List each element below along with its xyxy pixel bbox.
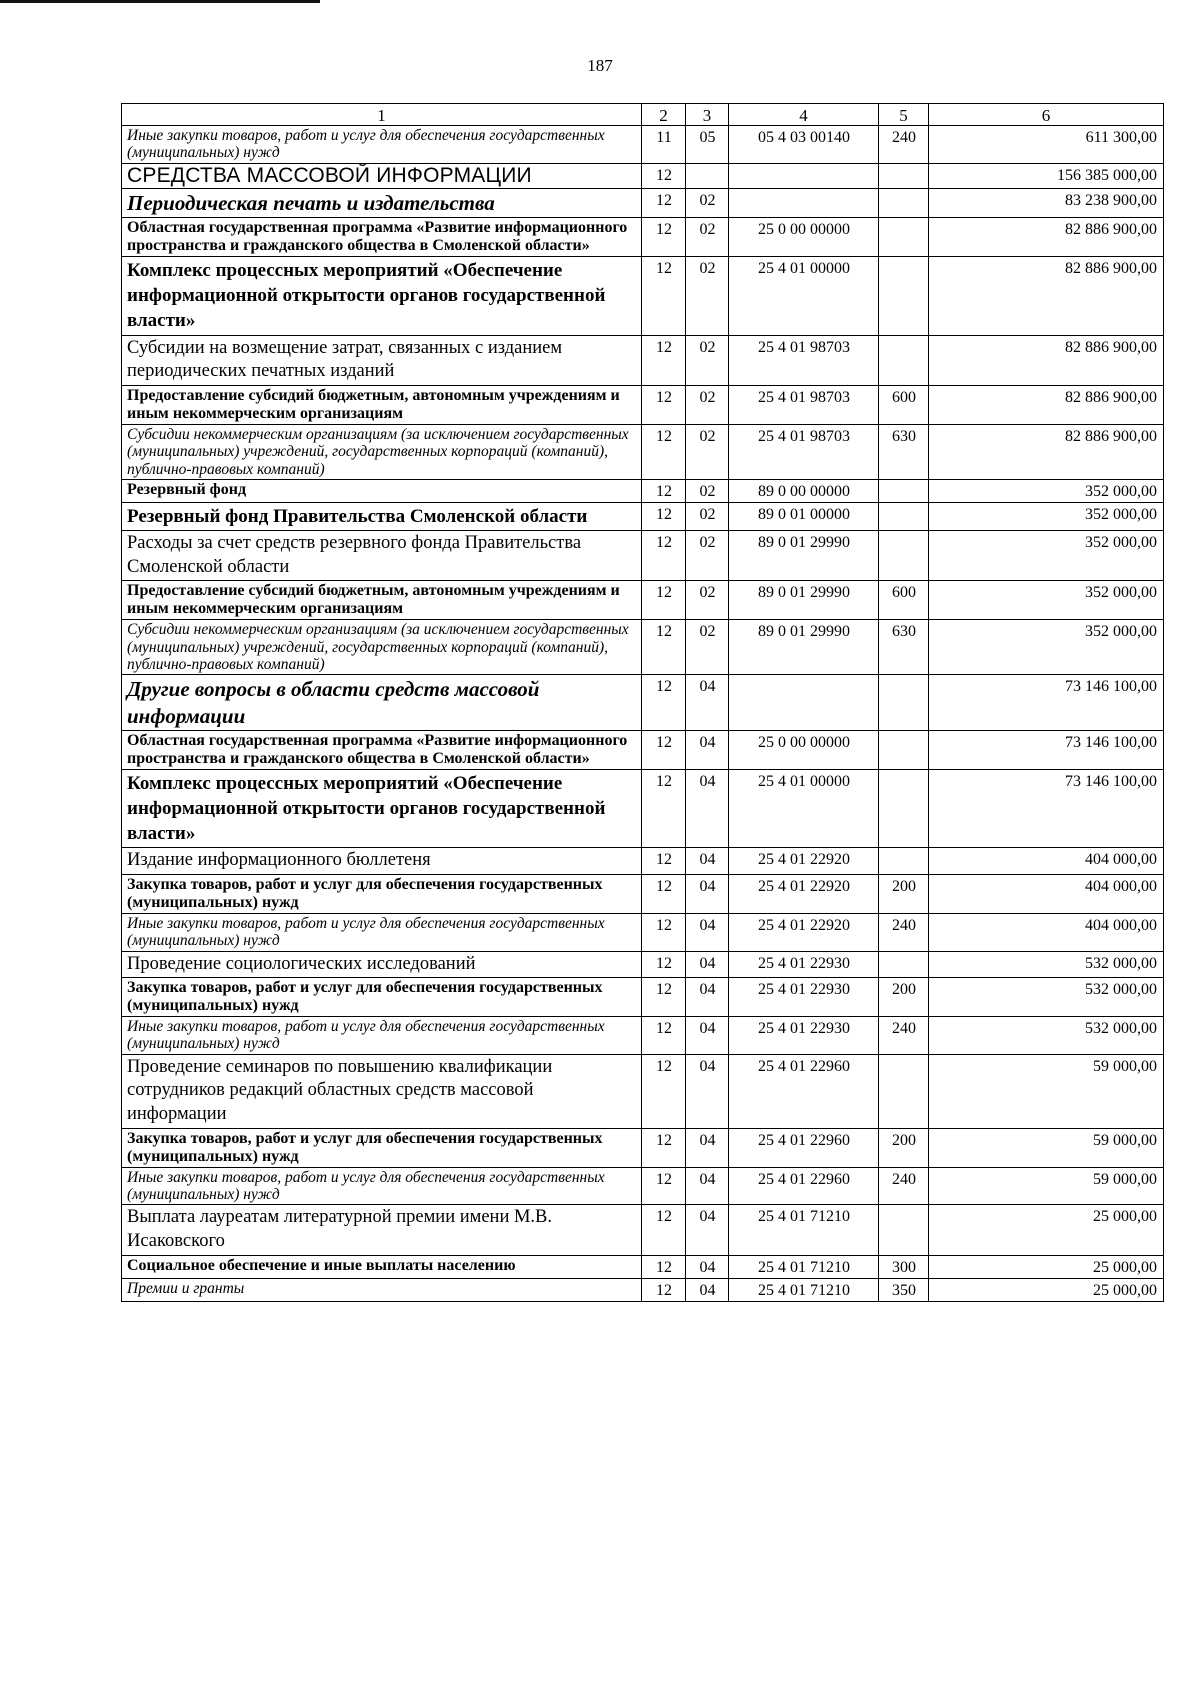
row-expense-type-cell: 630 xyxy=(879,424,929,479)
row-subsection-cell: 02 xyxy=(686,256,729,335)
row-amount-cell: 59 000,00 xyxy=(929,1128,1164,1167)
table-row xyxy=(122,730,1164,769)
row-subsection-cell: 02 xyxy=(686,218,729,257)
row-subsection-cell: 02 xyxy=(686,620,729,675)
row-amount-cell: 25 000,00 xyxy=(929,1255,1164,1278)
row-target-code-cell: 25 4 01 22920 xyxy=(729,848,879,875)
row-subsection-cell: 02 xyxy=(686,479,729,502)
budget-table xyxy=(121,103,1164,1302)
row-section-cell: 12 xyxy=(642,951,686,978)
row-expense-type-cell xyxy=(879,479,929,502)
row-expense-type-cell: 600 xyxy=(879,386,929,425)
row-section-cell: 12 xyxy=(642,848,686,875)
row-section-cell: 12 xyxy=(642,913,686,951)
row-expense-type-cell xyxy=(879,531,929,581)
row-name-cell: Проведение семинаров по повышению квалификации сотрудников редакций областных средств массовой информации xyxy=(122,1054,642,1128)
row-subsection-cell: 04 xyxy=(686,1017,729,1055)
row-name-cell: Предоставление субсидий бюджетным, автономным учреждениям и иным некоммерческим организациям xyxy=(122,386,642,425)
row-expense-type-cell xyxy=(879,335,929,385)
row-section-cell: 12 xyxy=(642,1128,686,1167)
row-name-cell: Премии и гранты xyxy=(122,1278,642,1301)
row-expense-type-cell xyxy=(879,163,929,188)
row-name-cell: Другие вопросы в области средств массовой информации xyxy=(122,675,642,731)
row-expense-type-cell: 600 xyxy=(879,581,929,620)
row-subsection-cell: 02 xyxy=(686,531,729,581)
row-amount-cell: 611 300,00 xyxy=(929,126,1164,164)
row-subsection-cell: 04 xyxy=(686,1167,729,1205)
row-name-cell: Предоставление субсидий бюджетным, автономным учреждениям и иным некоммерческим организациям xyxy=(122,581,642,620)
row-amount-cell: 532 000,00 xyxy=(929,1017,1164,1055)
table-row xyxy=(122,126,1164,164)
row-subsection-cell: 02 xyxy=(686,502,729,530)
row-amount-cell: 59 000,00 xyxy=(929,1054,1164,1128)
row-subsection-cell: 02 xyxy=(686,386,729,425)
row-target-code-cell: 25 4 01 71210 xyxy=(729,1205,879,1255)
row-subsection-cell: 04 xyxy=(686,978,729,1017)
row-amount-cell: 82 886 900,00 xyxy=(929,386,1164,425)
row-amount-cell: 352 000,00 xyxy=(929,620,1164,675)
row-subsection-cell: 02 xyxy=(686,424,729,479)
row-target-code-cell: 25 4 01 71210 xyxy=(729,1255,879,1278)
table-row xyxy=(122,581,1164,620)
row-expense-type-cell: 630 xyxy=(879,620,929,675)
row-section-cell: 12 xyxy=(642,256,686,335)
row-amount-cell: 83 238 900,00 xyxy=(929,188,1164,217)
row-subsection-cell: 02 xyxy=(686,581,729,620)
row-amount-cell: 82 886 900,00 xyxy=(929,256,1164,335)
row-section-cell: 12 xyxy=(642,163,686,188)
table-row xyxy=(122,218,1164,257)
row-name-cell: Иные закупки товаров, работ и услуг для обеспечения государственных (муниципальных) нужд xyxy=(122,1167,642,1205)
table-row xyxy=(122,479,1164,502)
table-row xyxy=(122,1205,1164,1255)
row-expense-type-cell: 240 xyxy=(879,1167,929,1205)
row-target-code-cell xyxy=(729,188,879,217)
row-section-cell: 12 xyxy=(642,424,686,479)
row-name-cell: Субсидии некоммерческим организациям (за исключением государственных (муниципальных) учреждений, государственных корпораций (компаний), публично-правовых компаний) xyxy=(122,620,642,675)
row-section-cell: 12 xyxy=(642,188,686,217)
row-subsection-cell: 02 xyxy=(686,188,729,217)
row-subsection-cell: 04 xyxy=(686,1255,729,1278)
row-name-cell: Закупка товаров, работ и услуг для обеспечения государственных (муниципальных) нужд xyxy=(122,1128,642,1167)
row-amount-cell: 352 000,00 xyxy=(929,531,1164,581)
row-amount-cell: 352 000,00 xyxy=(929,581,1164,620)
row-expense-type-cell: 300 xyxy=(879,1255,929,1278)
row-target-code-cell: 25 4 01 22920 xyxy=(729,913,879,951)
row-name-cell: Выплата лауреатам литературной премии имени М.В. Исаковского xyxy=(122,1205,642,1255)
row-section-cell: 12 xyxy=(642,1205,686,1255)
table-row xyxy=(122,163,1164,188)
row-expense-type-cell xyxy=(879,730,929,769)
row-subsection-cell: 04 xyxy=(686,730,729,769)
row-amount-cell: 532 000,00 xyxy=(929,951,1164,978)
row-section-cell: 12 xyxy=(642,479,686,502)
row-amount-cell: 82 886 900,00 xyxy=(929,218,1164,257)
table-row xyxy=(122,188,1164,217)
row-target-code-cell: 25 4 01 22960 xyxy=(729,1128,879,1167)
row-target-code-cell: 05 4 03 00140 xyxy=(729,126,879,164)
column-header: 1 xyxy=(122,104,642,126)
row-amount-cell: 73 146 100,00 xyxy=(929,769,1164,848)
row-subsection-cell xyxy=(686,163,729,188)
row-target-code-cell: 25 4 01 22920 xyxy=(729,875,879,914)
row-amount-cell: 352 000,00 xyxy=(929,502,1164,530)
row-target-code-cell xyxy=(729,163,879,188)
row-section-cell: 12 xyxy=(642,531,686,581)
row-target-code-cell: 25 4 01 22930 xyxy=(729,951,879,978)
row-section-cell: 12 xyxy=(642,769,686,848)
row-section-cell: 12 xyxy=(642,1278,686,1301)
table-row xyxy=(122,424,1164,479)
row-target-code-cell: 89 0 01 29990 xyxy=(729,581,879,620)
row-name-cell: СРЕДСТВА МАССОВОЙ ИНФОРМАЦИИ xyxy=(122,163,642,188)
row-section-cell: 12 xyxy=(642,675,686,731)
table-row xyxy=(122,1054,1164,1128)
row-section-cell: 12 xyxy=(642,1017,686,1055)
table-row xyxy=(122,675,1164,731)
row-target-code-cell: 25 4 01 22930 xyxy=(729,978,879,1017)
row-target-code-cell: 89 0 00 00000 xyxy=(729,479,879,502)
row-expense-type-cell xyxy=(879,1054,929,1128)
row-expense-type-cell xyxy=(879,502,929,530)
row-subsection-cell: 04 xyxy=(686,951,729,978)
table-row xyxy=(122,1278,1164,1301)
row-expense-type-cell xyxy=(879,188,929,217)
row-amount-cell: 352 000,00 xyxy=(929,479,1164,502)
row-name-cell: Проведение социологических исследований xyxy=(122,951,642,978)
row-subsection-cell: 04 xyxy=(686,1128,729,1167)
row-target-code-cell: 25 4 01 22960 xyxy=(729,1054,879,1128)
row-target-code-cell: 25 0 00 00000 xyxy=(729,218,879,257)
row-section-cell: 12 xyxy=(642,218,686,257)
row-section-cell: 11 xyxy=(642,126,686,164)
row-expense-type-cell xyxy=(879,218,929,257)
table-row xyxy=(122,531,1164,581)
row-target-code-cell: 25 4 01 71210 xyxy=(729,1278,879,1301)
row-amount-cell: 73 146 100,00 xyxy=(929,675,1164,731)
row-amount-cell: 404 000,00 xyxy=(929,848,1164,875)
top-rule xyxy=(0,0,320,3)
row-name-cell: Комплекс процессных мероприятий «Обеспечение информационной открытости органов государственной власти» xyxy=(122,769,642,848)
row-target-code-cell: 25 4 01 98703 xyxy=(729,386,879,425)
row-section-cell: 12 xyxy=(642,978,686,1017)
row-subsection-cell: 04 xyxy=(686,1205,729,1255)
row-subsection-cell: 04 xyxy=(686,913,729,951)
row-expense-type-cell xyxy=(879,951,929,978)
column-header: 6 xyxy=(929,104,1164,126)
row-section-cell: 12 xyxy=(642,1054,686,1128)
table-row xyxy=(122,951,1164,978)
row-expense-type-cell: 240 xyxy=(879,913,929,951)
table-row xyxy=(122,1255,1164,1278)
row-name-cell: Резервный фонд Правительства Смоленской области xyxy=(122,502,642,530)
row-subsection-cell: 04 xyxy=(686,848,729,875)
row-subsection-cell: 04 xyxy=(686,1278,729,1301)
table-row xyxy=(122,1017,1164,1055)
row-name-cell: Закупка товаров, работ и услуг для обеспечения государственных (муниципальных) нужд xyxy=(122,978,642,1017)
row-name-cell: Иные закупки товаров, работ и услуг для обеспечения государственных (муниципальных) нужд xyxy=(122,1017,642,1055)
row-target-code-cell: 89 0 01 29990 xyxy=(729,531,879,581)
row-target-code-cell: 25 4 01 00000 xyxy=(729,256,879,335)
row-name-cell: Расходы за счет средств резервного фонда Правительства Смоленской области xyxy=(122,531,642,581)
row-name-cell: Комплекс процессных мероприятий «Обеспечение информационной открытости органов государственной власти» xyxy=(122,256,642,335)
row-name-cell: Субсидии на возмещение затрат, связанных с изданием периодических печатных изданий xyxy=(122,335,642,385)
row-section-cell: 12 xyxy=(642,875,686,914)
table-row xyxy=(122,1128,1164,1167)
table-row xyxy=(122,978,1164,1017)
row-subsection-cell: 04 xyxy=(686,769,729,848)
row-subsection-cell: 04 xyxy=(686,675,729,731)
row-expense-type-cell: 200 xyxy=(879,875,929,914)
row-section-cell: 12 xyxy=(642,335,686,385)
table-row xyxy=(122,848,1164,875)
row-target-code-cell: 25 4 01 22930 xyxy=(729,1017,879,1055)
row-section-cell: 12 xyxy=(642,1167,686,1205)
row-target-code-cell: 25 4 01 98703 xyxy=(729,424,879,479)
row-target-code-cell: 25 0 00 00000 xyxy=(729,730,879,769)
column-header: 2 xyxy=(642,104,686,126)
row-name-cell: Издание информационного бюллетеня xyxy=(122,848,642,875)
row-target-code-cell: 25 4 01 22960 xyxy=(729,1167,879,1205)
row-amount-cell: 73 146 100,00 xyxy=(929,730,1164,769)
column-header: 4 xyxy=(729,104,879,126)
row-subsection-cell: 05 xyxy=(686,126,729,164)
row-expense-type-cell xyxy=(879,256,929,335)
row-target-code-cell: 25 4 01 98703 xyxy=(729,335,879,385)
table-row xyxy=(122,913,1164,951)
row-subsection-cell: 02 xyxy=(686,335,729,385)
table-row xyxy=(122,335,1164,385)
row-amount-cell: 25 000,00 xyxy=(929,1278,1164,1301)
row-amount-cell: 82 886 900,00 xyxy=(929,424,1164,479)
row-expense-type-cell xyxy=(879,675,929,731)
table-row xyxy=(122,769,1164,848)
row-subsection-cell: 04 xyxy=(686,1054,729,1128)
row-subsection-cell: 04 xyxy=(686,875,729,914)
row-section-cell: 12 xyxy=(642,581,686,620)
row-section-cell: 12 xyxy=(642,620,686,675)
row-expense-type-cell xyxy=(879,769,929,848)
column-header-row xyxy=(122,104,1164,126)
page-number: 187 xyxy=(587,56,613,75)
row-amount-cell: 404 000,00 xyxy=(929,913,1164,951)
table-row xyxy=(122,256,1164,335)
row-target-code-cell: 89 0 01 00000 xyxy=(729,502,879,530)
row-expense-type-cell: 240 xyxy=(879,1017,929,1055)
row-amount-cell: 532 000,00 xyxy=(929,978,1164,1017)
row-name-cell: Областная государственная программа «Развитие информационного пространства и гражданского общества в Смоленской области» xyxy=(122,730,642,769)
row-name-cell: Резервный фонд xyxy=(122,479,642,502)
table-row xyxy=(122,620,1164,675)
row-amount-cell: 156 385 000,00 xyxy=(929,163,1164,188)
table-row xyxy=(122,1167,1164,1205)
column-header: 5 xyxy=(879,104,929,126)
row-section-cell: 12 xyxy=(642,730,686,769)
column-header: 3 xyxy=(686,104,729,126)
row-name-cell: Иные закупки товаров, работ и услуг для обеспечения государственных (муниципальных) нужд xyxy=(122,126,642,164)
row-amount-cell: 59 000,00 xyxy=(929,1167,1164,1205)
row-name-cell: Иные закупки товаров, работ и услуг для обеспечения государственных (муниципальных) нужд xyxy=(122,913,642,951)
row-target-code-cell: 89 0 01 29990 xyxy=(729,620,879,675)
row-name-cell: Субсидии некоммерческим организациям (за исключением государственных (муниципальных) учреждений, государственных корпораций (компаний), публично-правовых компаний) xyxy=(122,424,642,479)
table-row xyxy=(122,386,1164,425)
table-row xyxy=(122,502,1164,530)
row-section-cell: 12 xyxy=(642,1255,686,1278)
row-section-cell: 12 xyxy=(642,386,686,425)
table-row xyxy=(122,875,1164,914)
row-amount-cell: 25 000,00 xyxy=(929,1205,1164,1255)
row-target-code-cell: 25 4 01 00000 xyxy=(729,769,879,848)
row-expense-type-cell xyxy=(879,1205,929,1255)
row-target-code-cell xyxy=(729,675,879,731)
row-section-cell: 12 xyxy=(642,502,686,530)
row-expense-type-cell: 200 xyxy=(879,978,929,1017)
row-name-cell: Закупка товаров, работ и услуг для обеспечения государственных (муниципальных) нужд xyxy=(122,875,642,914)
row-amount-cell: 82 886 900,00 xyxy=(929,335,1164,385)
row-name-cell: Социальное обеспечение и иные выплаты населению xyxy=(122,1255,642,1278)
row-amount-cell: 404 000,00 xyxy=(929,875,1164,914)
row-name-cell: Областная государственная программа «Развитие информационного пространства и гражданского общества в Смоленской области» xyxy=(122,218,642,257)
row-expense-type-cell: 350 xyxy=(879,1278,929,1301)
row-expense-type-cell: 200 xyxy=(879,1128,929,1167)
row-expense-type-cell: 240 xyxy=(879,126,929,164)
row-name-cell: Периодическая печать и издательства xyxy=(122,188,642,217)
row-expense-type-cell xyxy=(879,848,929,875)
